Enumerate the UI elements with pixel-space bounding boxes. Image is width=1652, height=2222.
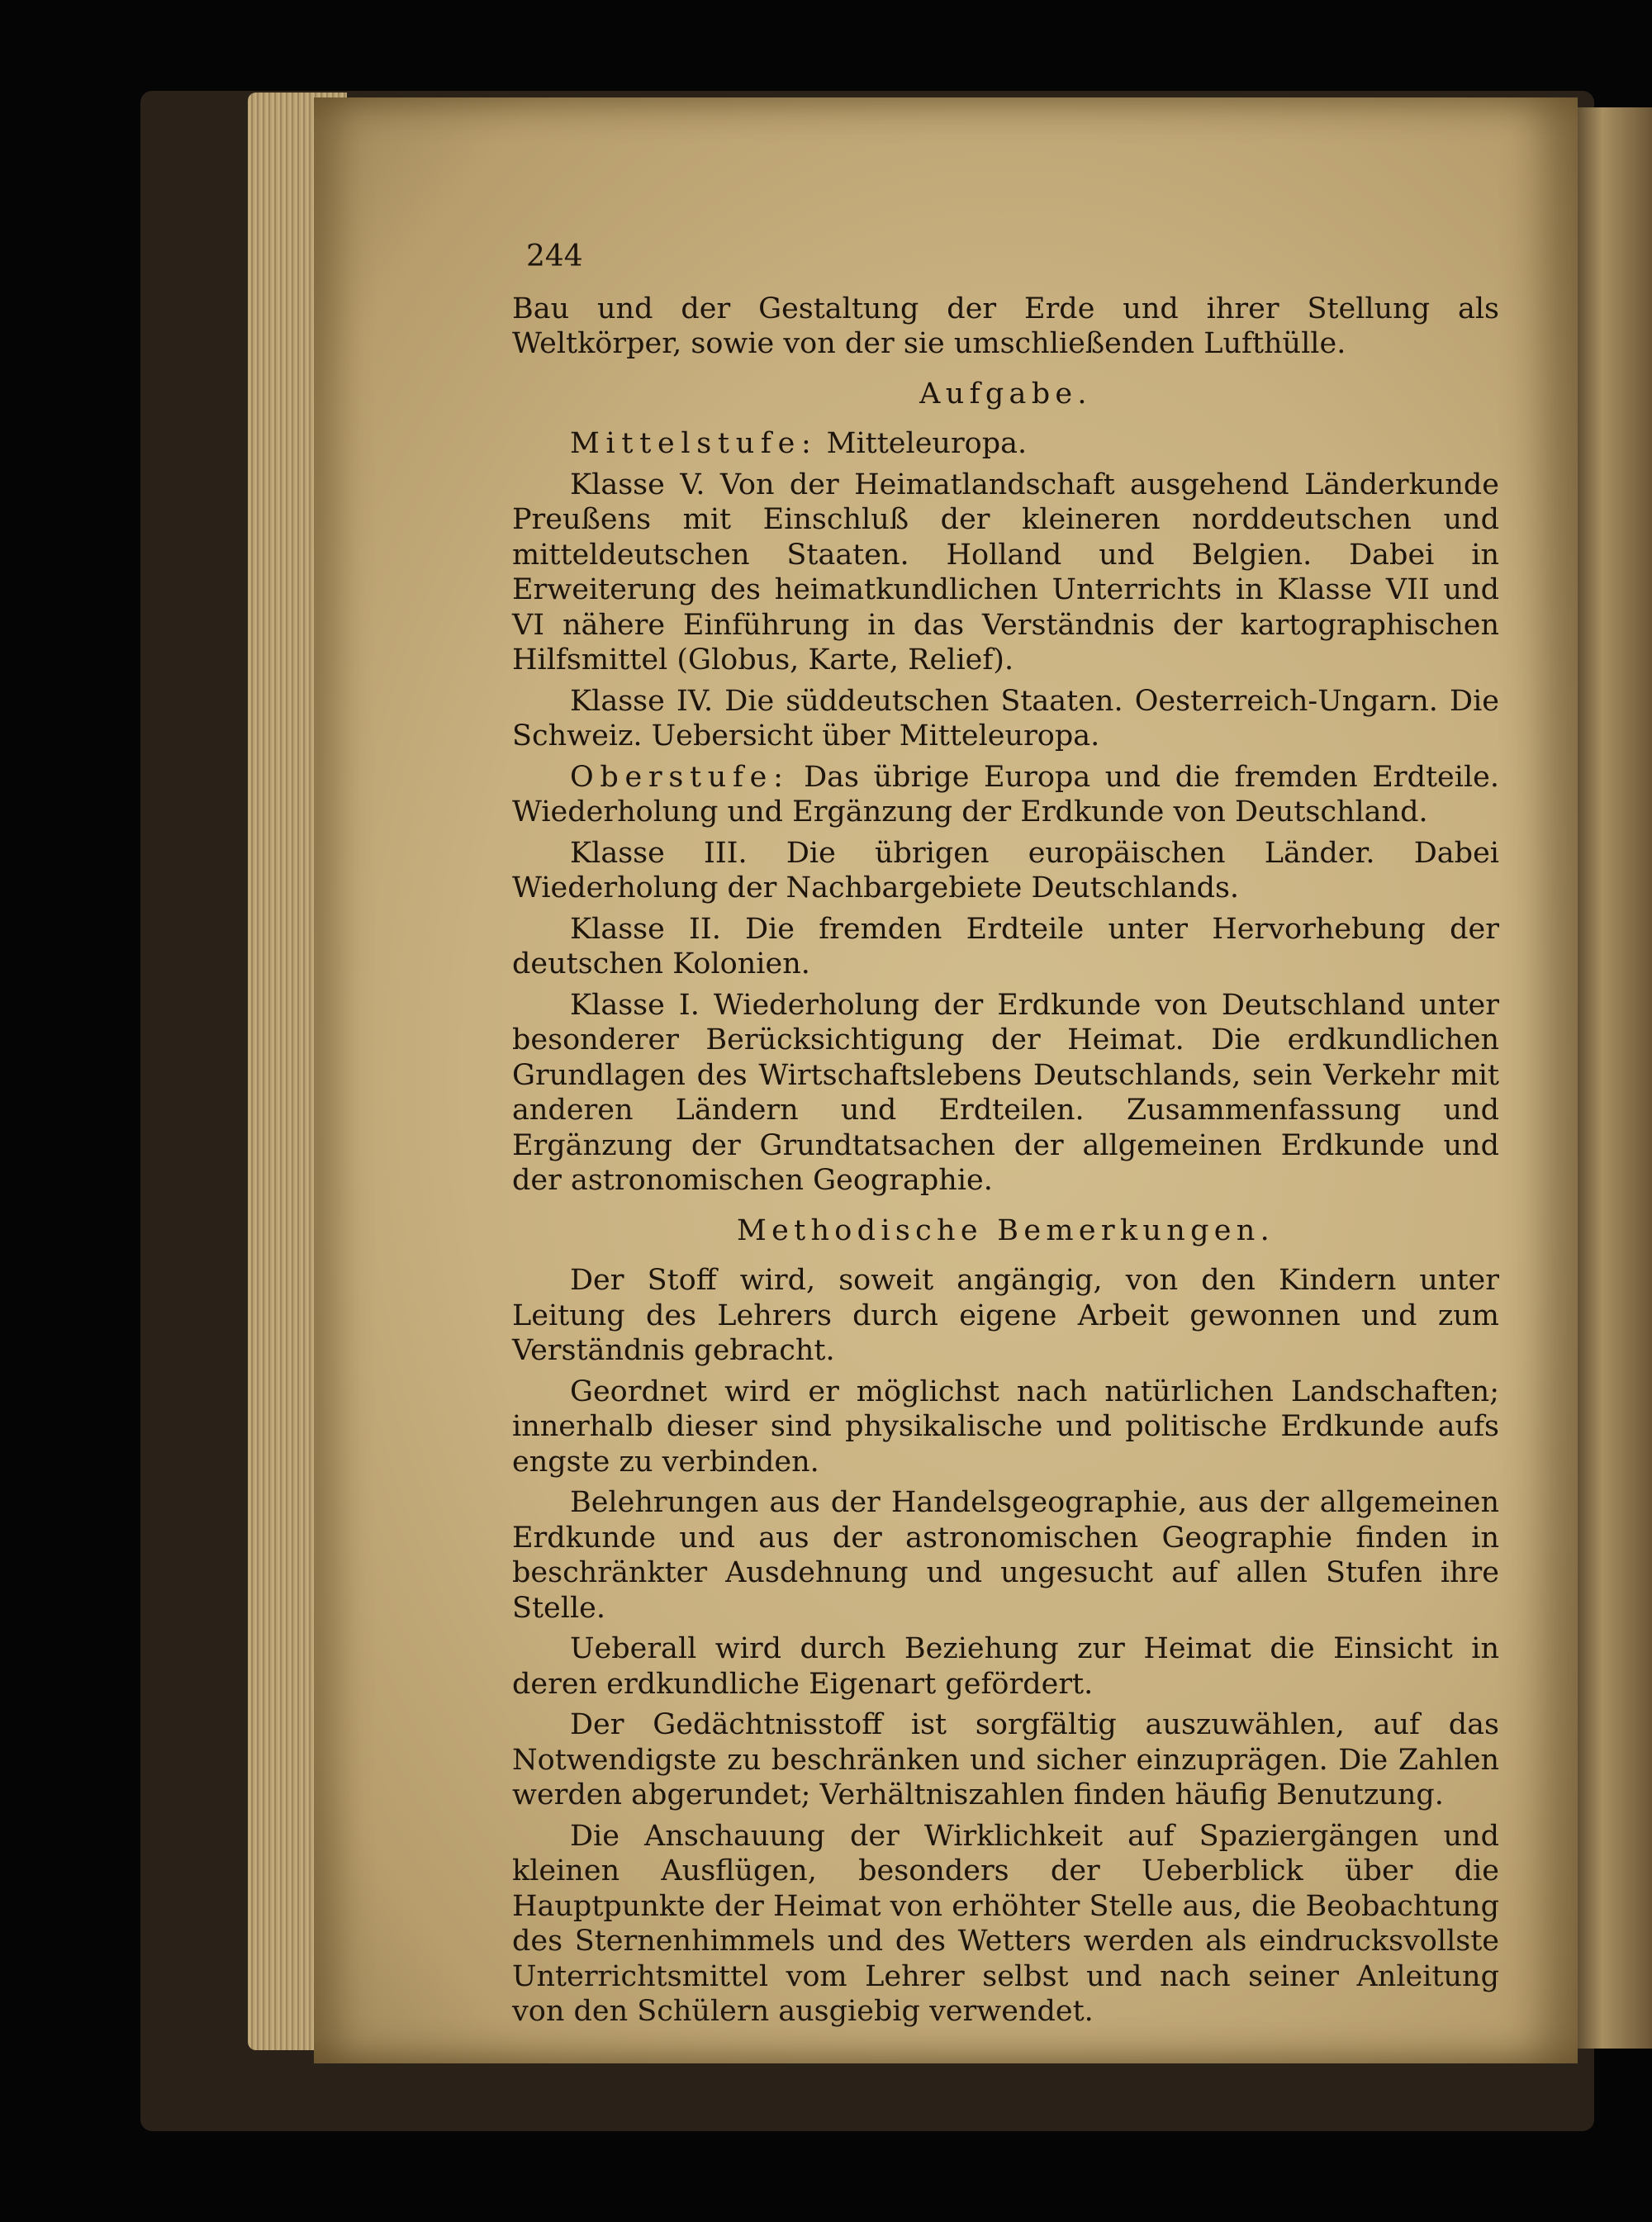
klasse-iii-paragraph: Klasse III. Die übrigen europäischen Länder. Dabei Wiederholung der Nachbargebiete Deutschlands. [512, 836, 1499, 904]
heading-methodische-bemerkungen: Methodische Bemerkungen. [736, 1213, 1275, 1247]
mittelstufe-label: Mittelstufe: [570, 427, 818, 460]
intro-paragraph: Bau und der Gestaltung der Erde und ihrer Stellung als Weltkörper, sowie von der sie umschließenden Lufthülle. [512, 292, 1499, 360]
mittelstufe-text: Mitteleuropa. [817, 427, 1028, 460]
remark-paragraph: Ueberall wird durch Beziehung zur Heimat die Einsicht in deren erdkundliche Eigenart gefördert. [512, 1632, 1499, 1701]
klasse-ii-paragraph: Klasse II. Die fremden Erdteile unter Hervorhebung der deutschen Kolonien. [512, 912, 1499, 980]
facing-page-edge [1569, 107, 1652, 2049]
oberstufe-paragraph [512, 760, 1499, 830]
page-number: 244 [526, 240, 583, 273]
page-text [512, 240, 1499, 2035]
remark-paragraph: Belehrungen aus der Handelsgeographie, aus der allgemeinen Erdkunde und aus der astronomischen Geographie finden in beschränkter Ausdehnung und ungesucht auf allen Stufen ihre Stelle. [512, 1486, 1499, 1625]
klasse-iv-paragraph: Klasse IV. Die süddeutschen Staaten. Oesterreich-Ungarn. Die Schweiz. Uebersicht über Mitteleuropa. [512, 684, 1499, 753]
oberstufe-label: Oberstufe: [570, 760, 790, 794]
klasse-i-paragraph: Klasse I. Wiederholung der Erdkunde von Deutschland unter besonderer Berücksichtigung der Heimat. Die erdkundlichen Grundlagen des Wirtschaftslebens Deutschlands, sein Verkehr mit anderen Ländern und Erdteilen. Zusammenfassung und Ergänzung der Grundtatsachen der allgemeinen Erdkunde und der astronomischen Geographie. [512, 988, 1499, 1197]
remark-paragraph: Geordnet wird er möglichst nach natürlichen Landschaften; innerhalb dieser sind physikalische und politische Erdkunde aufs engste zu verbinden. [512, 1375, 1499, 1479]
oberstufe-text: Das übrige Europa und die fremden Erdteile. Wiederholung und Ergänzung der Erdkunde von Deutschland. [512, 760, 1499, 829]
remark-paragraph: Der Stoff wird, soweit angängig, von den Kindern unter Leitung des Lehrers durch eigene Arbeit gewonnen und zum Verständnis gebracht. [512, 1264, 1499, 1367]
mittelstufe-line [512, 426, 1499, 462]
heading-aufgabe: Aufgabe. [919, 377, 1092, 411]
remark-paragraph: Der Gedächtnisstoff ist sorgfältig auszuwählen, auf das Notwendigste zu beschränken und sicher einzuprägen. Die Zahlen werden abgerundet; Verhältniszahlen finden häufig Benutzung. [512, 1708, 1499, 1811]
klasse-v-paragraph: Klasse V. Von der Heimatlandschaft ausgehend Länderkunde Preußens mit Einschluß der kleineren norddeutschen und mitteldeutschen Staaten. Holland und Belgien. Dabei in Erweiterung des heimatkundlichen Unterrichts in Klasse VII und VI nähere Einführung in das Verständnis der kartographischen Hilfsmittel (Globus, Karte, Relief). [512, 468, 1499, 677]
remark-paragraph: Die Anschauung der Wirklichkeit auf Spaziergängen und kleinen Ausflügen, besonders der Ueberblick über die Hauptpunkte der Heimat von erhöhter Stelle aus, die Beobachtung des Sternenhimmels und des Wetters werden als eindrucksvollste Unterrichtsmittel vom Lehrer selbst und nach seiner Anleitung von den Schülern ausgiebig verwendet. [512, 1819, 1499, 2028]
